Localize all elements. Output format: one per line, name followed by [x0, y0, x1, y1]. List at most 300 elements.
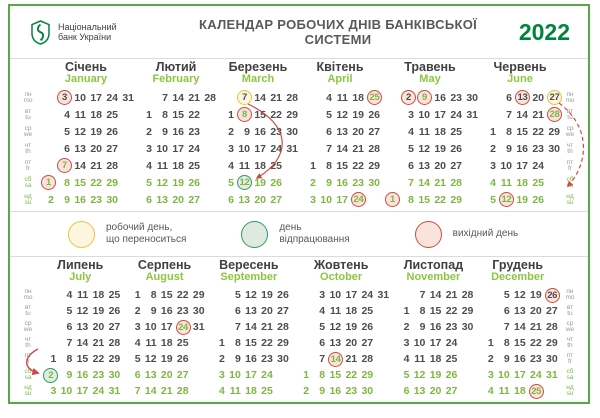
day-cell	[373, 335, 389, 351]
day-cell	[409, 351, 425, 367]
day-label-su	[20, 383, 36, 399]
day-cell	[250, 191, 266, 208]
day-number: 19	[434, 142, 446, 155]
day-label-we	[20, 123, 36, 140]
day-cell	[218, 140, 234, 157]
day-number: 4	[228, 159, 234, 172]
day-cell	[168, 89, 184, 106]
day-cell	[40, 303, 56, 319]
day-number: 30	[108, 369, 121, 381]
day-number: 26	[368, 108, 380, 121]
day-number: 17	[345, 289, 358, 301]
day-label-su	[20, 191, 36, 208]
day-cell	[54, 174, 70, 191]
day-cell	[364, 89, 380, 106]
bottom-half-calendar	[10, 257, 588, 402]
day-cell	[250, 174, 266, 191]
day-cell	[494, 335, 510, 351]
day-cell	[480, 140, 496, 157]
day-cell	[40, 367, 56, 383]
day-cell	[325, 383, 341, 399]
day-cell	[542, 351, 558, 367]
day-number: 29	[106, 176, 118, 189]
day-number: 6	[235, 305, 241, 317]
day-number: 15	[418, 193, 430, 206]
day-cell	[494, 303, 510, 319]
day-cell	[102, 174, 118, 191]
day-label-uk: сб	[566, 175, 574, 183]
month-name-en: January	[64, 73, 108, 85]
day-cell	[478, 303, 494, 319]
day-cell	[325, 287, 341, 303]
day-label-uk: пт	[24, 352, 32, 359]
month-name-uk: Вересень	[219, 258, 279, 272]
day-label-en: tu	[567, 113, 573, 121]
day-cell	[56, 319, 72, 335]
day-label-tu	[20, 106, 36, 123]
day-cell	[414, 106, 430, 123]
day-number: 18	[172, 159, 184, 172]
month-name-uk: Червень	[493, 60, 547, 74]
day-cell	[512, 140, 528, 157]
day-number-circled-green: 12	[237, 175, 252, 190]
day-number: 26	[176, 353, 189, 365]
day-cell	[293, 287, 309, 303]
day-cell	[348, 106, 364, 123]
day-cell	[250, 123, 266, 140]
day-number: 14	[76, 337, 89, 349]
day-number: 23	[261, 353, 273, 365]
day-number: 22	[176, 289, 189, 301]
day-cell	[136, 174, 152, 191]
day-cell	[393, 367, 409, 383]
day-number: 4	[490, 176, 496, 189]
day-number: 18	[254, 159, 266, 172]
day-cell	[136, 140, 152, 157]
day-number: 9	[319, 385, 326, 397]
day-cell	[309, 287, 325, 303]
day-number: 9	[150, 305, 157, 317]
day-cell	[542, 383, 558, 399]
page-title: КАЛЕНДАР РОБОЧИХ ДНІВ БАНКІВСЬКОЇ СИСТЕМИ	[198, 17, 477, 47]
month-name-en: June	[507, 73, 533, 85]
day-cell	[496, 157, 512, 174]
day-cell	[309, 367, 325, 383]
day-number: 2	[490, 142, 496, 155]
day-cell	[136, 89, 152, 106]
day-number: 25	[532, 176, 544, 189]
day-cell	[168, 106, 184, 123]
day-number: 20	[254, 193, 266, 206]
day-number: 5	[403, 369, 410, 381]
legend-label-line: робочий день,	[106, 222, 173, 233]
day-cell	[241, 367, 257, 383]
day-cell	[72, 367, 88, 383]
month-july	[40, 259, 120, 399]
day-number: 1	[219, 337, 225, 349]
day-cell	[425, 335, 441, 351]
legend-label-day-off	[453, 228, 519, 240]
day-number: 16	[76, 369, 89, 381]
day-number: 12	[245, 289, 257, 301]
day-number: 13	[514, 305, 526, 317]
day-number: 6	[408, 159, 414, 172]
day-cell	[332, 89, 348, 106]
day-cell	[441, 335, 457, 351]
day-number: 7	[235, 321, 241, 333]
day-cell	[54, 157, 70, 174]
day-cell	[510, 319, 526, 335]
day-number: 10	[156, 142, 168, 155]
day-cell	[512, 191, 528, 208]
day-cell	[414, 140, 430, 157]
day-number: 27	[450, 159, 462, 172]
day-number: 27	[277, 305, 289, 317]
month-grid	[293, 287, 389, 399]
day-number: 10	[60, 385, 73, 397]
day-cell	[364, 123, 380, 140]
month-grid	[136, 89, 216, 208]
day-cell	[102, 157, 118, 174]
day-cell	[184, 106, 200, 123]
day-cell	[54, 89, 70, 106]
day-cell	[200, 106, 216, 123]
day-number: 25	[361, 305, 374, 317]
day-cell	[266, 174, 282, 191]
nbu-logo-text	[58, 22, 117, 43]
day-cell	[430, 123, 446, 140]
day-cell	[40, 351, 56, 367]
day-cell	[189, 319, 205, 335]
day-cell	[357, 367, 373, 383]
day-number: 6	[134, 369, 141, 381]
day-cell	[446, 174, 462, 191]
day-number: 7	[319, 353, 326, 365]
day-cell	[136, 157, 152, 174]
day-number: 8	[64, 176, 70, 189]
day-cell	[446, 157, 462, 174]
day-number: 20	[530, 305, 542, 317]
day-number: 30	[548, 142, 560, 155]
day-number-circled-red: 24	[176, 320, 191, 335]
month-name-en: July	[69, 271, 92, 283]
day-cell	[184, 89, 200, 106]
day-cell	[409, 383, 425, 399]
day-label-uk: пн	[24, 90, 32, 98]
day-label-mo	[20, 89, 36, 106]
day-number: 9	[64, 193, 70, 206]
day-number: 1	[50, 353, 57, 365]
day-number: 19	[172, 176, 184, 189]
day-cell	[425, 287, 441, 303]
day-number: 26	[445, 369, 458, 381]
day-cell	[88, 335, 104, 351]
day-number: 7	[506, 108, 512, 121]
day-cell	[341, 351, 357, 367]
day-label-th	[20, 140, 36, 157]
day-number: 22	[270, 108, 282, 121]
day-cell	[72, 383, 88, 399]
day-number: 2	[48, 193, 54, 206]
day-label-en: mo	[23, 96, 33, 104]
day-number: 24	[450, 108, 462, 121]
day-cell	[273, 367, 289, 383]
day-cell	[357, 351, 373, 367]
day-number: 11	[414, 353, 426, 365]
day-cell	[152, 191, 168, 208]
day-number: 18	[92, 289, 105, 301]
day-cell	[382, 106, 398, 123]
day-number: 7	[134, 385, 141, 397]
day-cell	[257, 335, 273, 351]
day-cell	[209, 383, 225, 399]
day-number: 27	[368, 125, 380, 138]
day-number: 4	[319, 305, 326, 317]
day-cell	[457, 303, 473, 319]
day-number: 16	[516, 142, 528, 155]
day-number: 13	[74, 142, 86, 155]
day-number: 11	[229, 385, 241, 397]
day-number: 11	[336, 91, 348, 104]
day-cell	[104, 367, 120, 383]
day-number: 29	[286, 108, 298, 121]
day-number: 5	[319, 321, 326, 333]
day-label-en: fr	[567, 358, 572, 365]
day-number: 1	[310, 159, 316, 172]
month-grid	[218, 89, 298, 208]
day-label-uk: сб	[24, 175, 32, 183]
day-number: 17	[516, 159, 528, 172]
day-label-mo	[20, 287, 36, 303]
day-cell	[446, 106, 462, 123]
day-number: 20	[261, 305, 273, 317]
month-april	[300, 61, 380, 208]
day-cell	[528, 123, 544, 140]
day-cell	[56, 351, 72, 367]
day-label-en: we	[23, 130, 33, 138]
day-number: 8	[319, 369, 326, 381]
day-number: 5	[490, 193, 496, 206]
day-number: 3	[134, 321, 141, 333]
day-label-su	[562, 383, 578, 399]
day-cell	[409, 367, 425, 383]
day-cell	[209, 319, 225, 335]
day-cell	[441, 287, 457, 303]
day-cell	[38, 174, 54, 191]
month-name-uk: Березень	[228, 60, 288, 74]
day-cell	[72, 335, 88, 351]
day-number: 16	[429, 321, 442, 333]
day-cell	[54, 191, 70, 208]
day-cell	[273, 383, 289, 399]
day-label-uk: вт	[566, 107, 574, 115]
day-number: 19	[516, 193, 528, 206]
day-cell	[250, 140, 266, 157]
day-cell	[257, 383, 273, 399]
day-label-uk: пн	[566, 90, 574, 98]
day-number: 13	[238, 193, 250, 206]
day-cell	[478, 287, 494, 303]
day-number: 1	[134, 289, 141, 301]
day-number: 4	[66, 289, 73, 301]
day-number: 15	[172, 108, 184, 121]
day-number: 5	[146, 176, 152, 189]
day-cell	[316, 191, 332, 208]
day-cell	[494, 351, 510, 367]
day-cell	[125, 335, 141, 351]
header	[10, 6, 588, 59]
day-cell	[300, 89, 316, 106]
day-cell	[56, 335, 72, 351]
month-may	[382, 61, 478, 208]
day-number: 22	[92, 353, 105, 365]
day-number: 2	[487, 353, 494, 365]
day-cell	[544, 140, 560, 157]
day-number: 24	[106, 91, 118, 104]
day-cell	[542, 287, 558, 303]
day-cell	[309, 319, 325, 335]
day-cell	[393, 351, 409, 367]
day-cell	[200, 191, 216, 208]
day-cell	[494, 319, 510, 335]
day-cell	[273, 319, 289, 335]
day-cell	[234, 191, 250, 208]
legend-label-line: день	[279, 222, 302, 233]
day-number: 20	[345, 337, 358, 349]
day-cell	[462, 140, 478, 157]
month-december	[478, 259, 558, 399]
day-cell	[309, 351, 325, 367]
day-number: 10	[413, 337, 426, 349]
day-cell	[157, 303, 173, 319]
day-number: 13	[76, 321, 89, 333]
month-january	[38, 61, 134, 208]
day-cell	[125, 319, 141, 335]
legend	[10, 211, 588, 257]
day-number: 29	[548, 125, 560, 138]
day-number: 10	[418, 108, 430, 121]
day-label-tu	[20, 303, 36, 319]
day-cell	[88, 383, 104, 399]
day-label-en: su	[24, 198, 32, 206]
day-label-en: th	[25, 342, 31, 349]
month-name-uk: Січень	[65, 60, 107, 74]
day-number: 23	[352, 176, 364, 189]
day-number: 17	[172, 142, 184, 155]
day-cell	[104, 383, 120, 399]
day-cell	[152, 140, 168, 157]
day-number: 29	[108, 353, 121, 365]
day-number: 26	[188, 176, 200, 189]
day-number: 15	[76, 353, 89, 365]
month-grid	[125, 287, 205, 399]
day-cell	[325, 319, 341, 335]
day-number: 9	[66, 369, 73, 381]
day-cell	[512, 157, 528, 174]
day-number: 6	[319, 337, 326, 349]
day-number: 10	[144, 321, 157, 333]
day-label-uk: чт	[24, 336, 32, 343]
day-number: 18	[516, 176, 528, 189]
day-cell	[364, 174, 380, 191]
day-cell	[234, 123, 250, 140]
day-cell	[348, 157, 364, 174]
day-cell	[293, 383, 309, 399]
day-number: 21	[445, 289, 458, 301]
day-number: 23	[270, 125, 282, 138]
day-number: 27	[546, 305, 558, 317]
month-august	[125, 259, 205, 399]
day-cell	[528, 140, 544, 157]
day-number: 22	[188, 108, 200, 121]
day-cell	[478, 335, 494, 351]
day-number: 31	[192, 321, 205, 333]
day-cell	[348, 191, 364, 208]
day-cell	[282, 123, 298, 140]
day-cell	[364, 106, 380, 123]
day-number: 16	[160, 305, 173, 317]
day-cell	[325, 335, 341, 351]
month-name-uk: Травень	[404, 60, 456, 74]
day-cell	[430, 174, 446, 191]
day-label-uk: пт	[566, 352, 574, 359]
day-label-uk: чт	[24, 141, 32, 149]
day-number: 23	[345, 385, 358, 397]
day-cell	[241, 287, 257, 303]
day-cell	[325, 367, 341, 383]
day-cell	[56, 303, 72, 319]
day-number: 4	[134, 337, 141, 349]
day-cell	[282, 174, 298, 191]
year-label: 2022	[518, 18, 570, 45]
day-number: 30	[461, 321, 474, 333]
day-number: 26	[532, 193, 544, 206]
logo-line-2: банк України	[58, 32, 112, 42]
day-label-en: th	[567, 147, 573, 155]
day-cell	[125, 303, 141, 319]
day-label-uk: ср	[24, 124, 32, 132]
day-cell	[104, 287, 120, 303]
day-cell	[200, 157, 216, 174]
day-number: 25	[445, 353, 458, 365]
day-number: 5	[134, 353, 141, 365]
day-number: 21	[434, 176, 446, 189]
day-cell	[300, 140, 316, 157]
day-number: 17	[514, 369, 526, 381]
day-number: 13	[156, 193, 168, 206]
day-cell	[316, 174, 332, 191]
day-cell	[173, 319, 189, 335]
day-cell	[56, 383, 72, 399]
day-cell	[542, 319, 558, 335]
day-cell	[152, 123, 168, 140]
day-number-circled-red: 2	[401, 90, 416, 105]
day-number: 5	[66, 305, 73, 317]
day-cell	[478, 367, 494, 383]
day-cell	[189, 351, 205, 367]
day-number: 20	[532, 91, 544, 104]
month-name-uk: Липень	[57, 258, 104, 272]
day-cell	[382, 89, 398, 106]
day-label-en: th	[25, 147, 31, 155]
day-number-circled-red: 25	[529, 384, 544, 399]
day-number: 13	[418, 159, 430, 172]
day-cell	[409, 287, 425, 303]
day-number: 29	[546, 337, 558, 349]
day-cell	[341, 383, 357, 399]
day-number: 18	[90, 108, 102, 121]
day-cell	[398, 140, 414, 157]
